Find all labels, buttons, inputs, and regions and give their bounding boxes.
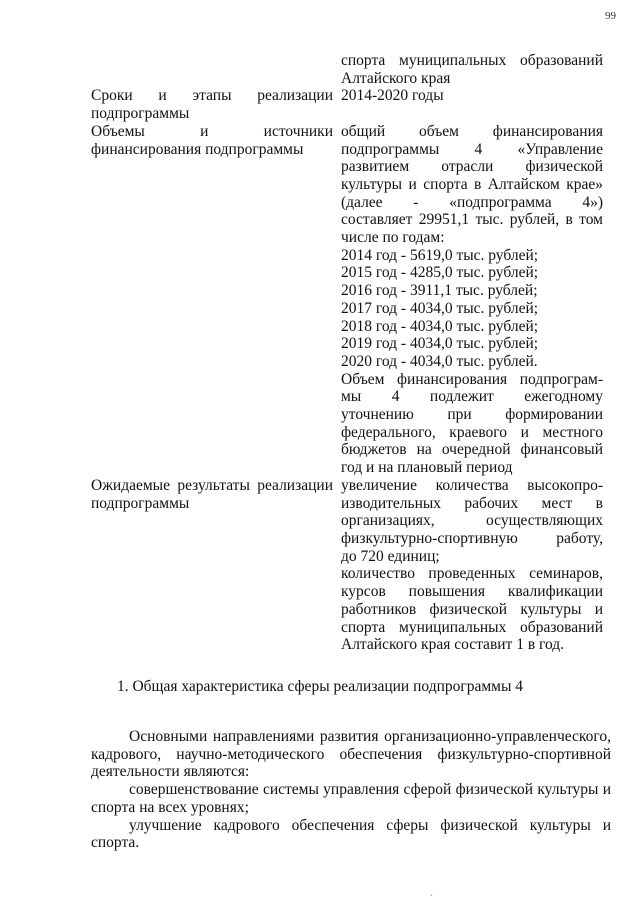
cell-line: Объем финансирования подпрограм-: [341, 370, 603, 388]
cell-line: числе по годам:: [341, 229, 445, 247]
cell-line: 2014-2020 годы: [341, 87, 444, 105]
cell-line: спорта муниципальных образований: [341, 618, 603, 636]
table-cell-right: [341, 123, 603, 477]
cell-line: год и на плановый период: [341, 459, 513, 477]
cell-line: работников физической культуры и: [341, 600, 603, 618]
table-row-financing: [91, 123, 611, 477]
cell-line: курсов повышения квалификации: [341, 583, 603, 601]
cell-line: увеличение количества высокопро-: [341, 476, 603, 494]
cell-line: 2016 год - 3911,1 тыс. рублей;: [341, 282, 538, 300]
cell-line: количество проведенных семинаров,: [341, 565, 603, 583]
cell-line: бюджетов на очередной финансовый: [341, 441, 603, 459]
table-cell-left: Объемы и источники финансирования подпрограммы: [91, 122, 333, 158]
table-cell-right: [341, 477, 603, 654]
body-paragraph: улучшение кадрового обеспечения сферы физической культуры и спорта.: [91, 816, 611, 852]
cell-line: развитием отрасли физической: [341, 158, 603, 176]
table-cell-left: Ожидаемые результаты реализации подпрограммы: [91, 476, 333, 512]
body-paragraph: совершенствование системы управления сферой физической культуры и спорта на всех уровнях;: [91, 781, 611, 816]
passport-table: [91, 52, 611, 654]
cell-line: 2015 год - 4285,0 тыс. рублей;: [341, 264, 539, 282]
cell-line: мы 4 подлежит ежегодному: [341, 388, 603, 406]
cell-line: федерального, краевого и местного: [341, 423, 603, 441]
table-row-results: [91, 477, 611, 654]
cell-line: Алтайского края составит 1 в год.: [341, 636, 565, 654]
cell-line: уточнению при формировании: [341, 406, 603, 424]
cell-line: спорта муниципальных образований: [341, 52, 603, 69]
cell-line: Алтайского края: [341, 69, 451, 87]
cell-line: (далее - «подпрограмма 4»): [341, 193, 603, 211]
section-title: 1. Общая характеристика сферы реализации подпрограммы 4: [116, 678, 524, 695]
table-row-terms: [91, 87, 611, 122]
cell-line: подпрограммы 4 «Управление: [341, 140, 603, 158]
cell-line: 2018 год - 4034,0 тыс. рублей;: [341, 317, 539, 335]
cell-line: составляет 29951,1 тыс. рублей, в том: [341, 211, 603, 229]
table-cell-right: [341, 87, 603, 105]
scan-mark: ´: [430, 893, 433, 903]
cell-line: общий объем финансирования: [341, 122, 603, 140]
body-paragraph: Основными направлениями развития организационно-управленческого, кадрового, научно-методического обеспечения физкультурно-спортивной деятельности являются:: [91, 728, 611, 781]
table-cell-right: [341, 52, 603, 87]
cell-line: организациях, осуществляющих: [341, 512, 603, 530]
cell-line: 2019 год - 4034,0 тыс. рублей;: [341, 335, 539, 353]
cell-line: 2017 год - 4034,0 тыс. рублей;: [341, 299, 539, 317]
cell-line: изводительных рабочих мест в: [341, 494, 603, 512]
body-text: [91, 728, 611, 852]
page-number: 99: [605, 10, 616, 22]
cell-line: до 720 единиц;: [341, 547, 440, 565]
cell-line: 2020 год - 4034,0 тыс. рублей.: [341, 352, 538, 370]
cell-line: культуры и спорта в Алтайском крае»: [341, 175, 603, 193]
cell-line: 2014 год - 5619,0 тыс. рублей;: [341, 246, 539, 264]
table-row-continuation: [91, 52, 611, 87]
cell-line: физкультурно-спортивную работу,: [341, 529, 603, 547]
table-cell-left: Сроки и этапы реализации подпрограммы: [91, 87, 333, 123]
